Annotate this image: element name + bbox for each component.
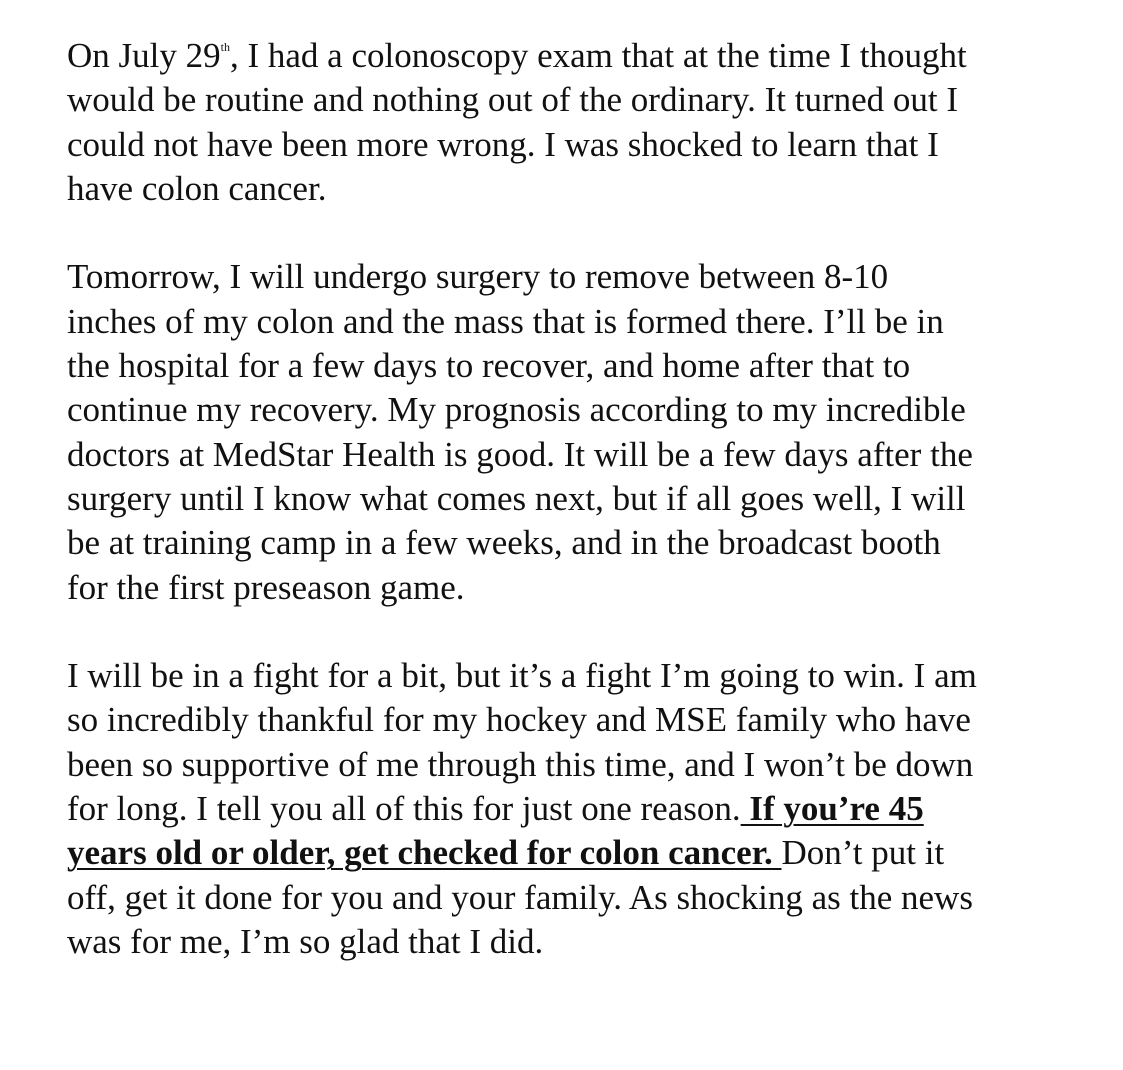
text-line: Tomorrow, I will undergo surgery to remove between 8-10 (67, 257, 889, 297)
text-line: off, get it done for you and your family. As shocking as the news (67, 877, 973, 917)
text-line: have colon cancer. (67, 168, 327, 208)
paragraph-surgery (67, 255, 1062, 609)
text-line: so incredibly thankful for my hockey and MSE family who have (67, 700, 971, 740)
text-line: inches of my colon and the mass that is formed there. I’ll be in (67, 301, 944, 341)
text-line (67, 831, 1062, 875)
text-line: could not have been more wrong. I was shocked to learn that I (67, 124, 939, 164)
text-line: doctors at MedStar Health is good. It will be a few days after the (67, 434, 973, 474)
paragraph-message (67, 654, 1062, 964)
text-line: would be routine and nothing out of the ordinary. It turned out I (67, 80, 959, 120)
text-line: the hospital for a few days to recover, and home after that to (67, 346, 911, 386)
text-line: continue my recovery. My prognosis according to my incredible (67, 390, 966, 430)
text-line: I will be in a fight for a bit, but it’s a fight I’m going to win. I am (67, 656, 977, 696)
text-run: , I had a colonoscopy exam that at the time I thought (229, 36, 967, 75)
paragraph-diagnosis (67, 34, 1062, 211)
text-line: be at training camp in a few weeks, and in the broadcast booth (67, 523, 941, 563)
screening-emphasis: If you’re 45 (740, 789, 924, 829)
text-line: was for me, I’m so glad that I did. (67, 921, 544, 961)
text-line (67, 787, 1062, 831)
statement-document (67, 34, 1062, 964)
text-line: surgery until I know what comes next, but if all goes well, I will (67, 478, 966, 518)
text-line: for the first preseason game. (67, 567, 465, 607)
ordinal-suffix: th (220, 40, 230, 54)
text-line: been so supportive of me through this time, and I won’t be down (67, 744, 974, 784)
text-run: On July 29 (67, 36, 221, 75)
text-run: Don’t put it (781, 833, 945, 873)
text-line (67, 34, 1062, 78)
text-run: for long. I tell you all of this for just one reason. (67, 789, 741, 829)
screening-emphasis: years old or older, get checked for colon cancer. (67, 833, 782, 873)
